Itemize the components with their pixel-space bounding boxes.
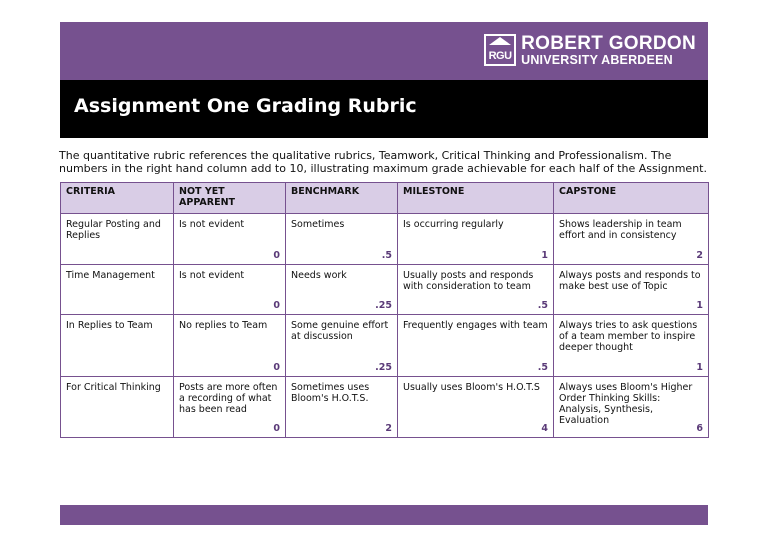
score-value: 0 [273, 250, 280, 261]
cell-description: Is occurring regularly [403, 219, 504, 230]
score-value: 4 [541, 423, 548, 434]
rubric-cell [554, 377, 709, 438]
cell-description: Is not evident [179, 270, 245, 281]
criteria-label: Time Management [66, 270, 155, 281]
title-bar [60, 80, 708, 138]
cell-description: Usually uses Bloom's H.O.T.S [403, 382, 540, 393]
rubric-cell [286, 315, 398, 377]
criteria-cell [61, 315, 174, 377]
criteria-label: For Critical Thinking [66, 382, 161, 393]
cell-description: Posts are more often a recording of what has been read [179, 382, 278, 415]
criteria-cell [61, 377, 174, 438]
cell-description: Some genuine effort at discussion [291, 320, 389, 342]
score-value: 0 [273, 423, 280, 434]
cell-description: Is not evident [179, 219, 245, 230]
header-criteria: CRITERIA [61, 183, 174, 214]
cell-description: Needs work [291, 270, 347, 281]
score-value: .5 [537, 300, 548, 311]
logo-line-1: ROBERT GORDON [521, 33, 696, 54]
header-benchmark: BENCHMARK [286, 183, 398, 214]
rubric-cell [554, 214, 709, 265]
rubric-cell [398, 315, 554, 377]
rubric-cell [286, 214, 398, 265]
score-value: 1 [696, 362, 703, 373]
table-row [61, 377, 709, 438]
criteria-cell [61, 265, 174, 315]
logo-line-2: UNIVERSITY ABERDEEN [521, 53, 673, 67]
cell-description: Usually posts and responds with consideration to team [403, 270, 534, 292]
rubric-cell [554, 265, 709, 315]
logo-mark-text: RGU [488, 50, 512, 63]
rubric-cell [398, 377, 554, 438]
cell-description: Always uses Bloom's Higher Order Thinking Skills: Analysis, Synthesis, Evaluation [559, 382, 693, 426]
table-header-row [61, 183, 709, 214]
criteria-label: Regular Posting and Replies [66, 219, 161, 241]
header-capstone: CAPSTONE [554, 183, 709, 214]
score-value: 1 [696, 300, 703, 311]
rubric-cell [286, 265, 398, 315]
score-value: 6 [696, 423, 703, 434]
intro-paragraph: The quantitative rubric references the qualitative rubrics, Teamwork, Critical Thinking and Professionalism. The numbers in the right hand column add to 10, illustrating maximum grade achievable for each half of the Assignment. [59, 149, 707, 175]
rubric-cell [398, 265, 554, 315]
score-value: 0 [273, 362, 280, 373]
score-value: .5 [537, 362, 548, 373]
page-title: Assignment One Grading Rubric [74, 95, 417, 117]
rubric-cell [174, 377, 286, 438]
university-logo [484, 34, 696, 67]
cell-description: Always tries to ask questions of a team member to inspire deeper thought [559, 320, 698, 353]
rubric-cell [286, 377, 398, 438]
rubric-cell [174, 214, 286, 265]
score-value: 1 [541, 250, 548, 261]
table-row [61, 315, 709, 377]
rubric-cell [554, 315, 709, 377]
cell-description: No replies to Team [179, 320, 268, 331]
rubric-table [60, 182, 709, 438]
header-milestone: MILESTONE [398, 183, 554, 214]
score-value: .25 [375, 300, 392, 311]
cell-description: Sometimes uses Bloom's H.O.T.S. [291, 382, 370, 404]
score-value: .25 [375, 362, 392, 373]
rubric-cell [174, 315, 286, 377]
header-not-yet-apparent: NOT YET APPARENT [174, 183, 286, 214]
score-value: 2 [696, 250, 703, 261]
score-value: .5 [381, 250, 392, 261]
score-value: 0 [273, 300, 280, 311]
footer-band [60, 505, 708, 525]
header-band [60, 22, 708, 80]
cell-description: Frequently engages with team [403, 320, 548, 331]
table-row [61, 265, 709, 315]
rgu-crest-icon [484, 34, 516, 66]
table-row [61, 214, 709, 265]
criteria-cell [61, 214, 174, 265]
criteria-label: In Replies to Team [66, 320, 153, 331]
cell-description: Always posts and responds to make best use of Topic [559, 270, 701, 292]
cell-description: Sometimes [291, 219, 345, 230]
cell-description: Shows leadership in team effort and in consistency [559, 219, 682, 241]
score-value: 2 [385, 423, 392, 434]
rubric-cell [174, 265, 286, 315]
rubric-cell [398, 214, 554, 265]
logo-wordmark [521, 34, 696, 67]
